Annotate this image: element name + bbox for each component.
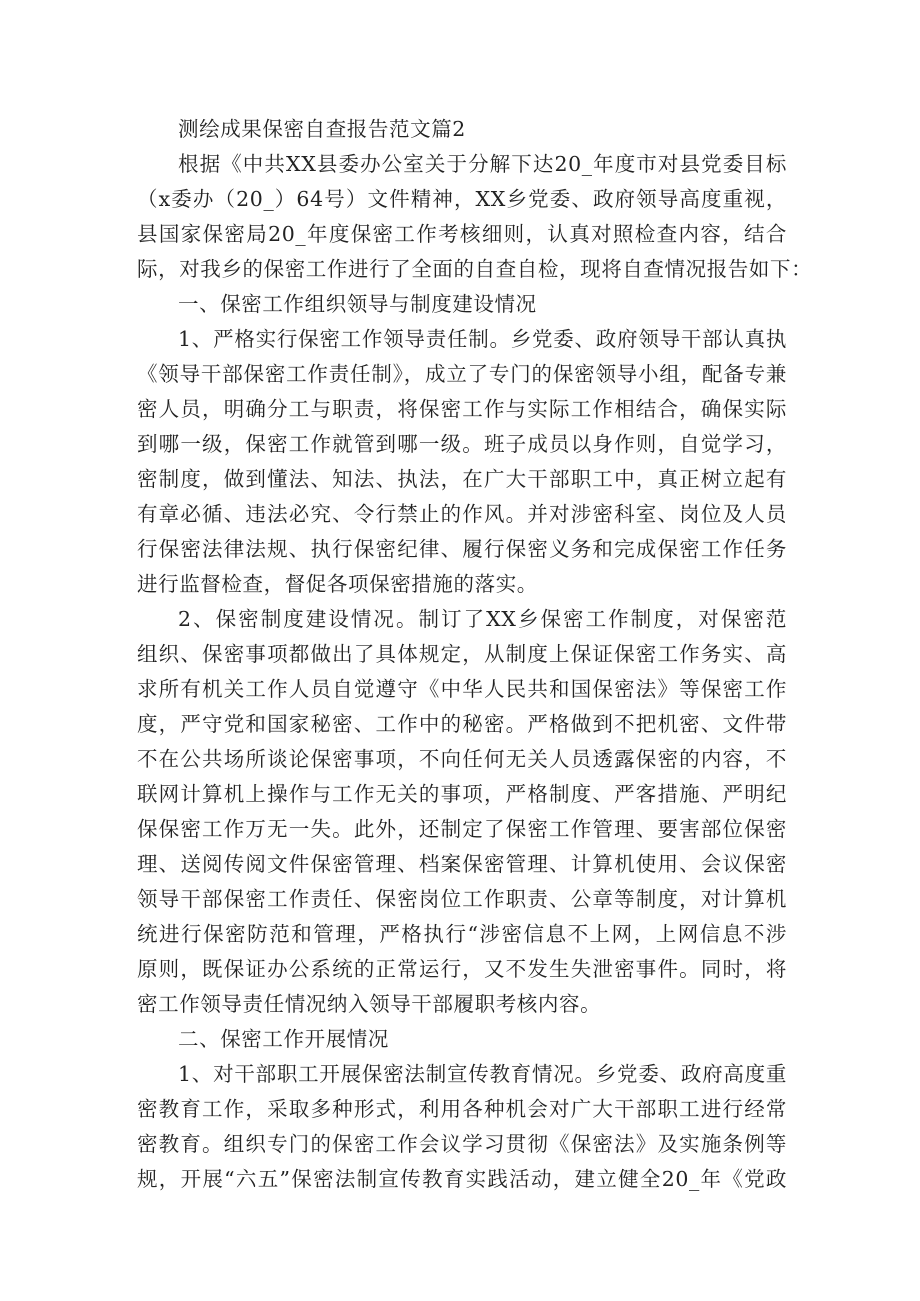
paragraph-line: 1、对干部职工开展保密法制宣传教育情况。乡党委、政府高度重 xyxy=(178,1062,787,1086)
paragraph-line: 密制度，做到懂法、知法、执法，在广大干部职工中，真正树立起有 xyxy=(137,467,787,491)
paragraph-line: 县国家保密局20_年度保密工作考核细则，认真对照检查内容，结合 xyxy=(137,222,787,246)
paragraph-line: （x委办（20_）64号）文件精神，XX乡党委、政府领导高度重视， xyxy=(137,187,787,211)
paragraph-line: 度，严守党和国家秘密、工作中的秘密。严格做到不把机密、文件带 xyxy=(137,712,787,736)
paragraph-line: 不在公共场所谈论保密事项，不向任何无关人员透露保密的内容，不 xyxy=(137,747,787,771)
paragraph-line: 组织、保密事项都做出了具体规定，从制度上保证保密工作务实、高 xyxy=(137,642,787,666)
document-title: 测绘成果保密自查报告范文篇2 xyxy=(178,117,466,141)
paragraph-line: 统进行保密防范和管理，严格执行“涉密信息不上网，上网信息不涉 xyxy=(137,922,787,946)
paragraph-line: 保保密工作万无一失。此外，还制定了保密工作管理、要害部位保密 xyxy=(137,817,787,841)
paragraph-line: 行保密法律法规、执行保密纪律、履行保密义务和完成保密工作任务 xyxy=(137,537,787,561)
paragraph-line: 密教育。组织专门的保密工作会议学习贯彻《保密法》及实施条例等 xyxy=(137,1132,787,1156)
paragraph-line: 规，开展“六五”保密法制宣传教育实践活动，建立健全20_年《党政 xyxy=(137,1167,787,1191)
paragraph-line: 《领导干部保密工作责任制》，成立了专门的保密领导小组，配备专兼 xyxy=(137,362,787,386)
paragraph-line: 到哪一级，保密工作就管到哪一级。班子成员以身作则，自觉学习， xyxy=(137,432,787,456)
section-heading: 二、保密工作开展情况 xyxy=(178,1027,389,1051)
paragraph-line: 1、严格实行保密工作领导责任制。乡党委、政府领导干部认真执 xyxy=(178,327,787,351)
paragraph-line: 求所有机关工作人员自觉遵守《中华人民共和国保密法》等保密工作 xyxy=(137,677,787,701)
paragraph-line: 密工作领导责任情况纳入领导干部履职考核内容。 xyxy=(137,992,602,1016)
paragraph-line: 根据《中共XX县委办公室关于分解下达20_年度市对县党委目标 xyxy=(178,152,787,176)
paragraph-line: 原则，既保证办公系统的正常运行，又不发生失泄密事件。同时，将 xyxy=(137,957,787,981)
section-heading: 一、保密工作组织领导与制度建设情况 xyxy=(178,292,537,316)
paragraph-line: 进行监督检查，督促各项保密措施的落实。 xyxy=(137,572,538,596)
paragraph-line: 理、送阅传阅文件保密管理、档案保密管理、计算机使用、会议保密 xyxy=(137,852,787,876)
paragraph-line: 领导干部保密工作责任、保密岗位工作职责、公章等制度，对计算机 xyxy=(137,887,787,911)
paragraph-line: 联网计算机上操作与工作无关的事项，严格制度、严客措施、严明纪 xyxy=(137,782,787,806)
paragraph-line: 2、保密制度建设情况。制订了XX乡保密工作制度，对保密范 xyxy=(178,607,787,631)
paragraph-line: 际，对我乡的保密工作进行了全面的自查自检，现将自查情况报告如下： xyxy=(137,257,813,281)
paragraph-line: 密教育工作，采取多种形式，利用各种机会对广大干部职工进行经常 xyxy=(137,1097,787,1121)
paragraph-line: 有章必循、违法必究、令行禁止的作风。并对涉密科室、岗位及人员 xyxy=(137,502,787,526)
paragraph-line: 密人员，明确分工与职责，将保密工作与实际工作相结合，确保实际 xyxy=(137,397,787,421)
